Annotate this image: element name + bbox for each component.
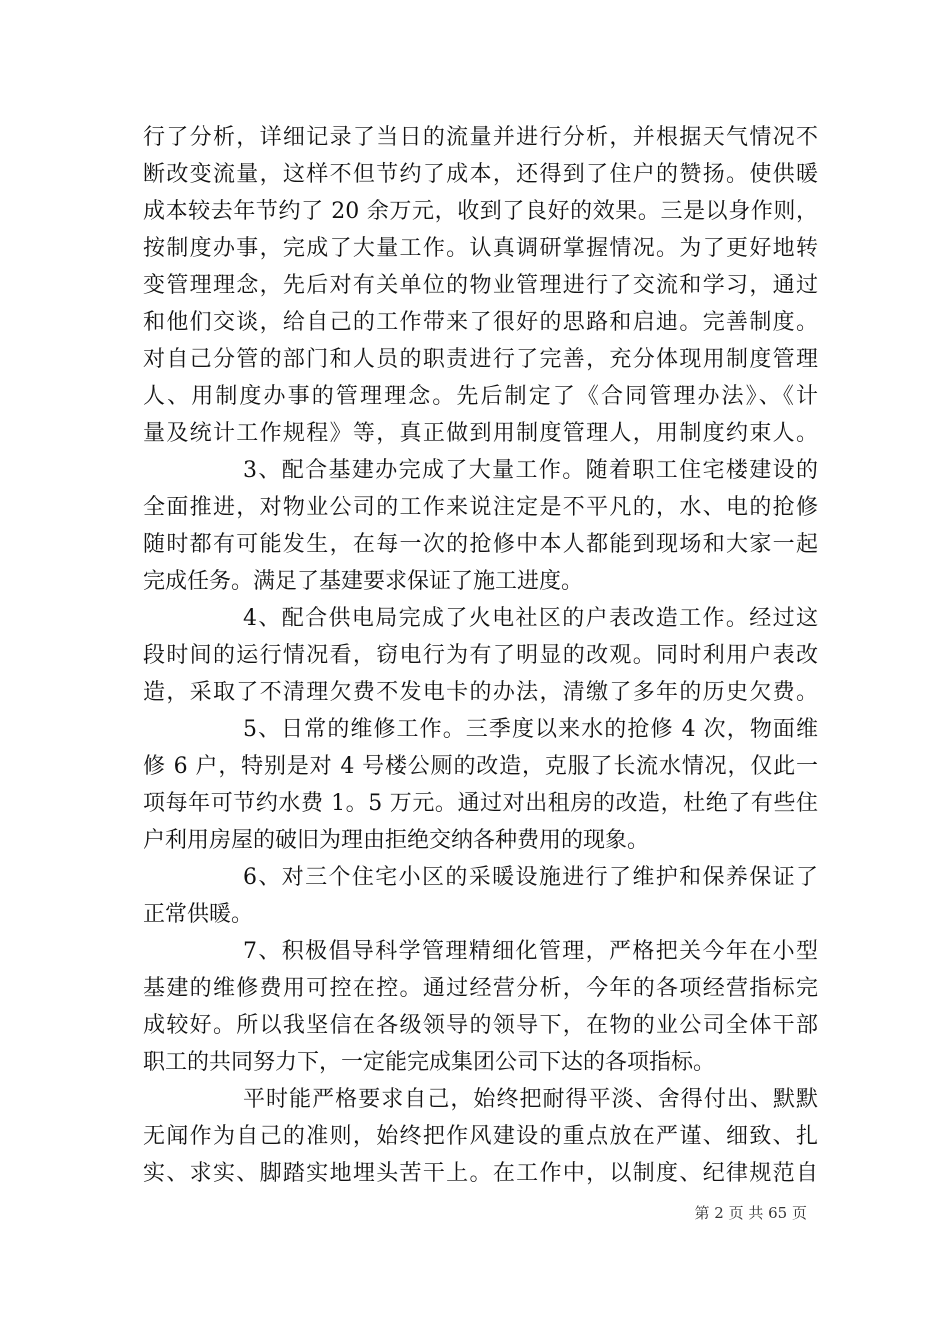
text-line: 全面推进，对物业公司的工作来说注定是不平凡的，水、电的抢修 <box>143 495 818 520</box>
text-line: 行了分析，详细记录了当日的流量并进行分析，并根据天气情况不 <box>143 125 818 150</box>
text-line: 随时都有可能发生，在每一次的抢修中本人都能到现场和大家一起 <box>143 532 818 557</box>
text-line: 职工的共同努力下，一定能完成集团公司下达的各项指标。 <box>143 1050 716 1075</box>
text-line: 无闻作为自己的准则，始终把作风建设的重点放在严谨、细致、扎 <box>143 1124 818 1149</box>
text-line: 项每年可节约水费 1。5 万元。通过对出租房的改造，杜绝了有些住 <box>143 791 818 816</box>
text-line: 完成任务。满足了基建要求保证了施工进度。 <box>143 569 584 594</box>
text-line: 户利用房屋的破旧为理由拒绝交纳各种费用的现象。 <box>143 828 650 853</box>
paragraph <box>143 711 818 859</box>
page-footer <box>143 1203 807 1223</box>
paragraph <box>143 119 818 452</box>
paragraph <box>143 1081 818 1192</box>
text-line: 6、对三个住宅小区的采暖设施进行了维护和保养保证了 <box>243 865 818 890</box>
text-line: 成较好。所以我坚信在各级领导的领导下，在物的业公司全体干部 <box>143 1013 818 1038</box>
text-line: 对自己分管的部门和人员的职责进行了完善，充分体现用制度管理 <box>143 347 818 372</box>
text-line: 4、配合供电局完成了火电社区的户表改造工作。经过这 <box>243 606 818 631</box>
text-line: 3、配合基建办完成了大量工作。随着职工住宅楼建设的 <box>243 458 818 483</box>
document-body <box>143 119 818 1192</box>
text-line: 5、日常的维修工作。三季度以来水的抢修 4 次，物面维 <box>243 717 818 742</box>
text-line: 和他们交谈，给自己的工作带来了很好的思路和启迪。完善制度。 <box>143 310 818 335</box>
text-line: 正常供暖。 <box>143 902 254 927</box>
text-line: 实、求实、脚踏实地埋头苦干上。在工作中，以制度、纪律规范自 <box>143 1161 818 1186</box>
text-line: 量及统计工作规程》等，真正做到用制度管理人，用制度约束人。 <box>143 421 818 446</box>
paragraph <box>143 452 818 600</box>
text-line: 按制度办事，完成了大量工作。认真调研掌握情况。为了更好地转 <box>143 236 818 261</box>
text-line: 成本较去年节约了 20 余万元，收到了良好的效果。三是以身作则， <box>143 199 818 224</box>
paragraph <box>143 600 818 711</box>
text-line: 断改变流量，这样不但节约了成本，还得到了住户的赞扬。使供暖 <box>143 162 818 187</box>
text-line: 变管理理念，先后对有关单位的物业管理进行了交流和学习，通过 <box>143 273 818 298</box>
page-number-indicator: 第 2 页 共 65 页 <box>694 1204 807 1222</box>
text-line: 段时间的运行情况看，窃电行为有了明显的改观。同时利用户表改 <box>143 643 818 668</box>
text-line: 7、积极倡导科学管理精细化管理，严格把关今年在小型 <box>243 939 818 964</box>
text-line: 修 6 户，特别是对 4 号楼公厕的改造，克服了长流水情况，仅此一 <box>143 754 818 779</box>
text-line: 人、用制度办事的管理理念。先后制定了《合同管理办法》、《计 <box>143 384 818 409</box>
text-line: 造，采取了不清理欠费不发电卡的办法，清缴了多年的历史欠费。 <box>143 680 818 705</box>
paragraph <box>143 859 818 933</box>
paragraph <box>143 933 818 1081</box>
text-line: 平时能严格要求自己，始终把耐得平淡、舍得付出、默默 <box>243 1087 818 1112</box>
text-line: 基建的维修费用可控在控。通过经营分析，今年的各项经营指标完 <box>143 976 818 1001</box>
